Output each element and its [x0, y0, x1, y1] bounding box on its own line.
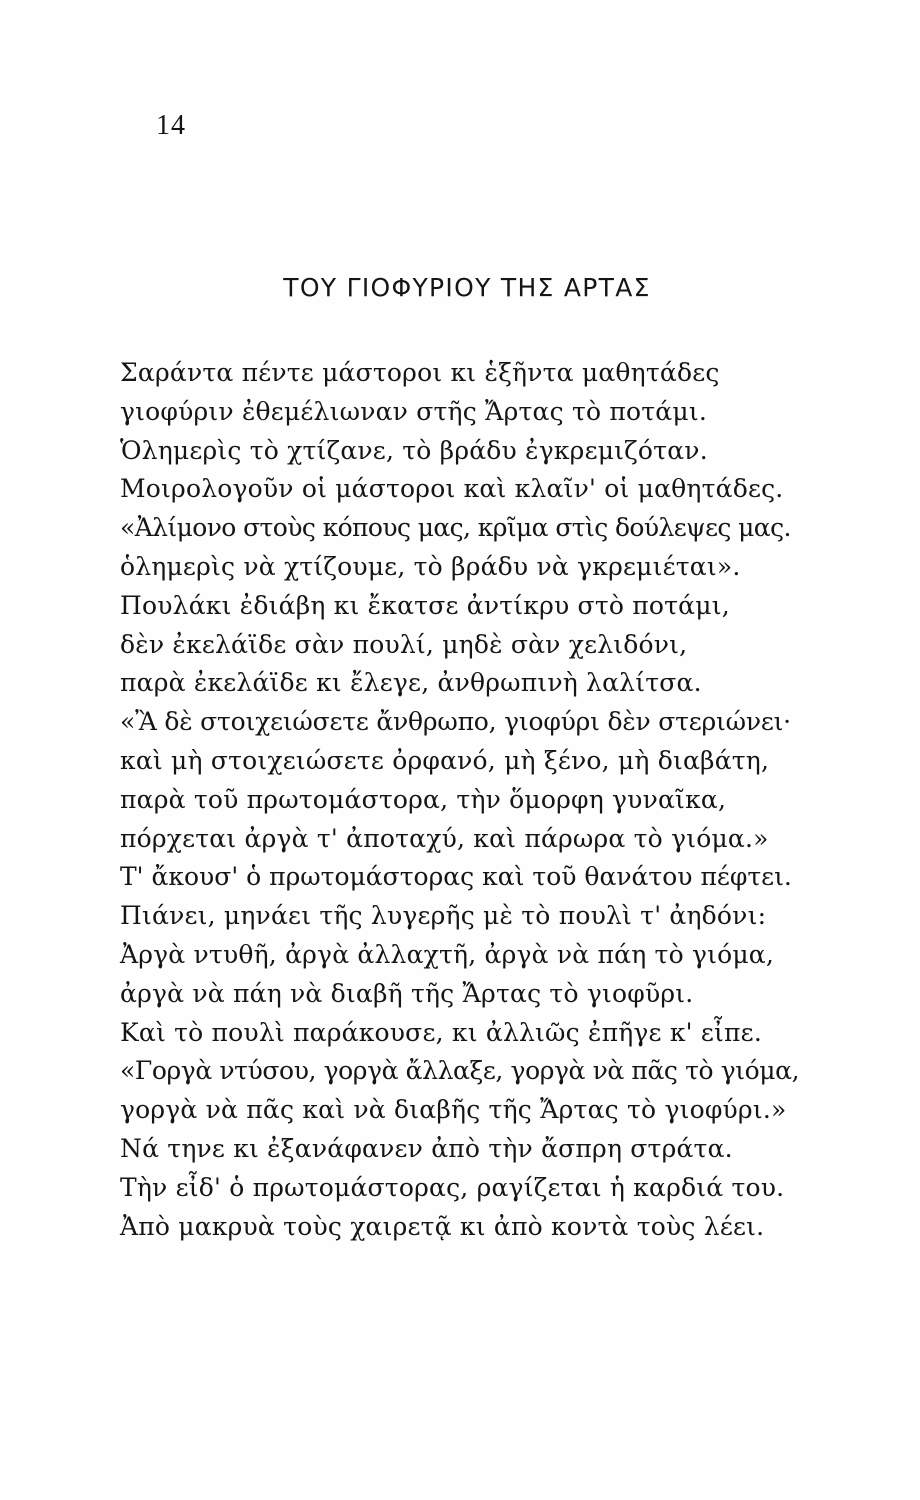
- poem-body: [120, 354, 800, 1246]
- poem-line-20: γοργὰ νὰ πᾶς καὶ νὰ διαβῆς τῆς Ἄρτας τὸ γιοφύρι.»: [120, 1095, 787, 1125]
- poem-line-6: ὁλημερὶς νὰ χτίζουμε, τὸ βράδυ νὰ γκρεμιέται».: [120, 551, 741, 581]
- poem-line-13: πόρχεται ἀργὰ τ' ἀποταχύ, καὶ πάρωρα τὸ γιόμα.»: [120, 823, 769, 853]
- poem-line-17: ἀργὰ νὰ πάη νὰ διαβῆ τῆς Ἄρτας τὸ γιοφῦρι.: [120, 978, 694, 1008]
- poem-line-18: Καὶ τὸ πουλὶ παράκουσε, κι ἀλλιῶς ἐπῆγε κ' εἶπε.: [120, 1017, 762, 1047]
- poem-line-14: Τ' ἄκουσ' ὁ πρωτομάστορας καὶ τοῦ θανάτου πέφτει.: [120, 862, 792, 892]
- poem-line-4: Μοιρολογοῦν οἱ μάστοροι καὶ κλαῖν' οἱ μαθητάδες.: [120, 474, 784, 504]
- poem-line-9: παρὰ ἐκελάϊδε κι ἔλεγε, ἀνθρωπινὴ λαλίτσα.: [120, 668, 702, 698]
- poem-line-2: γιοφύριν ἐθεμέλιωναν στῆς Ἄρτας τὸ ποτάμι.: [120, 396, 707, 426]
- poem-line-7: Πουλάκι ἐδιάβη κι ἔκατσε ἀντίκρυ στὸ ποτάμι,: [120, 590, 730, 620]
- poem-line-11: καὶ μὴ στοιχειώσετε ὀρφανό, μὴ ξένο, μὴ διαβάτη,: [120, 745, 770, 775]
- poem-title: ΤΟΥ ΓΙΟΦΥΡΙΟΥ ΤΗΣ ΑΡΤΑΣ: [283, 273, 651, 302]
- poem-line-1: Σαράντα πέντε μάστοροι κι ἑξῆντα μαθητάδες: [120, 358, 720, 387]
- poem-line-12: παρὰ τοῦ πρωτομάστορα, τὴν ὅμορφη γυναῖκα,: [120, 784, 727, 814]
- poem-line-5: «Ἀλίμονο στοὺς κόπους μας, κρῖμα στὶς δούλεψες μας.: [120, 513, 791, 543]
- poem-line-19: «Γοργὰ ντύσου, γοργὰ ἄλλαξε, γοργὰ νὰ πᾶς τὸ γιόμα,: [120, 1056, 800, 1086]
- poem-line-15: Πιάνει, μηνάει τῆς λυγερῆς μὲ τὸ πουλὶ τ' ἀηδόνι:: [120, 901, 767, 931]
- poem-line-10: «Ἂ δὲ στοιχειώσετε ἄνθρωπο, γιοφύρι δὲν στεριώνει·: [120, 707, 791, 737]
- poem-line-8: δὲν ἐκελάϊδε σὰν πουλί, μηδὲ σὰν χελιδόνι,: [120, 629, 688, 659]
- poem-line-22: Τὴν εἶδ' ὁ πρωτομάστορας, ραγίζεται ἡ καρδιά του.: [120, 1172, 785, 1202]
- page-number: 14: [156, 110, 186, 141]
- poem-line-21: Νά τηνε κι ἐξανάφανεν ἀπὸ τὴν ἄσπρη στράτα.: [120, 1133, 733, 1163]
- poem-line-23: Ἀπὸ μακρυὰ τοὺς χαιρετᾷ κι ἀπὸ κοντὰ τοὺς λέει.: [120, 1211, 765, 1241]
- poem-line-16: Ἀργὰ ντυθῆ, ἀργὰ ἀλλαχτῆ, ἀργὰ νὰ πάη τὸ γιόμα,: [120, 939, 775, 969]
- poem-line-3: Ὁλημερὶς τὸ χτίζανε, τὸ βράδυ ἐγκρεμιζόταν.: [120, 435, 708, 465]
